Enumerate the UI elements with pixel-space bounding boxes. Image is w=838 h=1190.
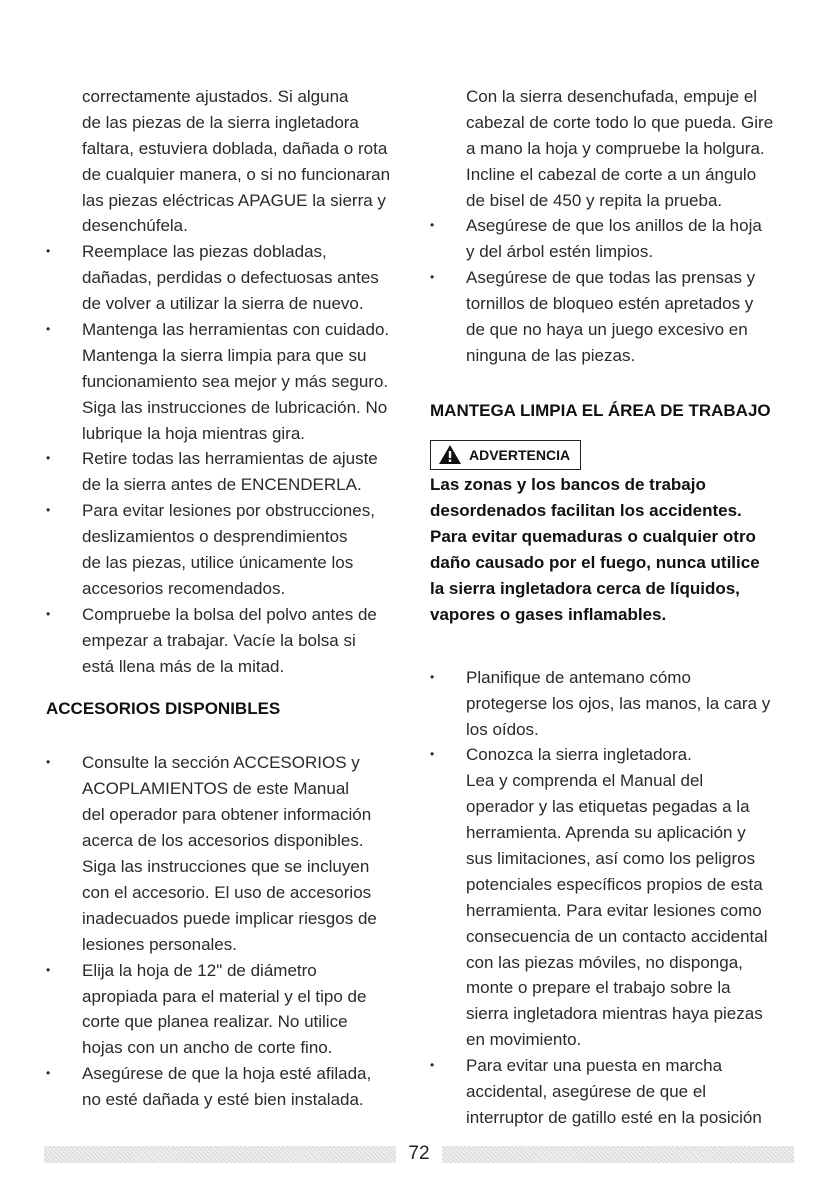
text-line: lubrique la hoja mientras gira. xyxy=(82,423,306,443)
text-line: faltara, estuviera doblada, dañada o rota xyxy=(82,138,388,158)
text-line: • Mantenga las herramientas con cuidado. xyxy=(46,317,406,343)
text-line: operador y las etiquetas pegadas a la xyxy=(466,797,750,817)
text-line: de que no haya un juego excesivo en xyxy=(466,320,748,340)
bullet-item xyxy=(46,602,406,680)
text-line: • Elija la hoja de 12" de diámetro xyxy=(46,958,406,984)
text-line: acerca de los accesorios disponibles. xyxy=(82,831,364,851)
text-line: accidental, asegúrese de que el xyxy=(466,1082,707,1102)
right-column xyxy=(430,84,810,1131)
warning-label: ADVERTENCIA xyxy=(469,446,571,463)
warning-line: daño causado por el fuego, nunca utilice xyxy=(430,552,760,572)
text-line: • Planifique de antemano cómo xyxy=(430,665,810,691)
text-line: deslizamientos o desprendimientos xyxy=(82,527,348,547)
text-line: Lea y comprenda el Manual del xyxy=(466,771,704,791)
warning-text xyxy=(430,472,810,628)
bullet-item xyxy=(46,239,406,317)
bullet-item xyxy=(46,446,406,498)
text-line: correctamente ajustados. Si alguna xyxy=(82,87,349,106)
text-line: potenciales específicos propios de esta xyxy=(466,874,763,894)
text-line: • Consulte la sección ACCESORIOS y xyxy=(46,750,406,776)
text-line: monte o prepare el trabajo sobre la xyxy=(466,978,731,998)
bullet-item xyxy=(430,265,810,369)
text-line: Siga las instrucciones de lubricación. No xyxy=(82,397,388,417)
text-line: de bisel de 450 y repita la prueba. xyxy=(466,190,723,210)
text-line: con las piezas móviles, no disponga, xyxy=(466,952,743,972)
text-line: ACOPLAMIENTOS de este Manual xyxy=(82,779,350,799)
text-line: cabezal de corte todo lo que pueda. Gire xyxy=(466,112,774,132)
warning-triangle-icon xyxy=(439,445,461,464)
warning-line: Las zonas y los bancos de trabajo xyxy=(430,474,706,494)
text-line: sus limitaciones, así como los peligros xyxy=(466,849,756,869)
text-line: está llena más de la mitad. xyxy=(82,656,285,676)
text-line: funcionamiento sea mejor y más seguro. xyxy=(82,371,389,391)
bullet-item xyxy=(46,958,406,1062)
text-line: herramienta. Aprenda su aplicación y xyxy=(466,823,746,843)
text-line: ninguna de las piezas. xyxy=(466,345,636,365)
warning-line: desordenados facilitan los accidentes. xyxy=(430,500,742,520)
warning-badge xyxy=(430,440,581,470)
footer-bar-left xyxy=(44,1146,396,1163)
text-line: • Para evitar una puesta en marcha xyxy=(430,1053,810,1079)
text-line: Mantenga la sierra limpia para que su xyxy=(82,345,367,365)
text-line: inadecuados puede implicar riesgos de xyxy=(82,908,377,928)
text-line: de las piezas, utilice únicamente los xyxy=(82,553,354,573)
warning-line: Para evitar quemaduras o cualquier otro xyxy=(430,526,756,546)
text-line: los oídos. xyxy=(466,719,539,739)
text-line: • Retire todas las herramientas de ajuste xyxy=(46,446,406,472)
bullet-item xyxy=(430,742,810,1053)
text-line: tornillos de bloqueo estén apretados y xyxy=(466,294,754,314)
text-line: dañadas, perdidas o defectuosas antes xyxy=(82,268,379,288)
text-line: a mano la hoja y compruebe la holgura. xyxy=(466,138,765,158)
text-line: Siga las instrucciones que se incluyen xyxy=(82,857,370,877)
section-heading-accesorios: ACCESORIOS DISPONIBLES xyxy=(46,699,281,719)
text-line: de volver a utilizar la sierra de nuevo. xyxy=(82,294,364,314)
bullet-item xyxy=(46,317,406,446)
text-line: no esté dañada y esté bien instalada. xyxy=(82,1090,364,1110)
warning-line: la sierra ingletadora cerca de líquidos, xyxy=(430,578,740,598)
text-line: hojas con un ancho de corte fino. xyxy=(82,1038,333,1058)
intro-paragraph xyxy=(46,84,406,239)
text-line: las piezas eléctricas APAGUE la sierra y xyxy=(82,190,386,210)
text-line: • Asegúrese de que la hoja esté afilada, xyxy=(46,1061,406,1087)
bullet-item xyxy=(46,750,406,957)
text-line: de las piezas de la sierra ingletadora xyxy=(82,112,359,132)
text-line: sierra ingletadora mientras haya piezas xyxy=(466,1004,763,1024)
text-line: protegerse los ojos, las manos, la cara y xyxy=(466,693,771,713)
bullet-item xyxy=(46,1061,406,1113)
continued-paragraph xyxy=(430,84,810,213)
text-line: de la sierra antes de ENCENDERLA. xyxy=(82,475,362,495)
text-line: en movimiento. xyxy=(466,1030,582,1050)
text-line: Incline el cabezal de corte a un ángulo xyxy=(466,164,757,184)
text-line: empezar a trabajar. Vacíe la bolsa si xyxy=(82,630,356,650)
text-line: del operador para obtener información xyxy=(82,805,372,825)
text-line: • Para evitar lesiones por obstrucciones, xyxy=(46,498,406,524)
footer-bar-right xyxy=(442,1146,794,1163)
section-heading-area-trabajo: MANTEGA LIMPIA EL ÁREA DE TRABAJO xyxy=(430,400,771,420)
left-column xyxy=(46,84,406,1113)
text-line: • Conozca la sierra ingletadora. xyxy=(430,742,810,768)
text-line: • Asegúrese de que todas las prensas y xyxy=(430,265,810,291)
text-line: interruptor de gatillo esté en la posición xyxy=(466,1107,762,1127)
bullet-item xyxy=(430,665,810,743)
warning-line: vapores o gases inflamables. xyxy=(430,604,667,624)
text-line: lesiones personales. xyxy=(82,934,237,954)
text-line: de cualquier manera, o si no funcionaran xyxy=(82,164,391,184)
text-line: consecuencia de un contacto accidental xyxy=(466,926,768,946)
page-number: 72 xyxy=(408,1143,430,1164)
text-line: herramienta. Para evitar lesiones como xyxy=(466,900,762,920)
text-line: apropiada para el material y el tipo de xyxy=(82,986,367,1006)
text-line: accesorios recomendados. xyxy=(82,578,286,598)
bullet-item xyxy=(46,498,406,602)
text-line: desenchúfela. xyxy=(82,216,188,236)
bullet-item xyxy=(430,213,810,265)
text-line: y del árbol estén limpios. xyxy=(466,242,654,262)
text-line: • Reemplace las piezas dobladas, xyxy=(46,239,406,265)
bullet-item xyxy=(430,1053,810,1131)
text-line: corte que planea realizar. No utilice xyxy=(82,1012,348,1032)
text-line: • Compruebe la bolsa del polvo antes de xyxy=(46,602,406,628)
page-footer xyxy=(44,1143,794,1165)
text-line: • Asegúrese de que los anillos de la hoja xyxy=(430,213,810,239)
text-line: con el accesorio. El uso de accesorios xyxy=(82,882,372,902)
text-line: Con la sierra desenchufada, empuje el xyxy=(466,87,758,106)
